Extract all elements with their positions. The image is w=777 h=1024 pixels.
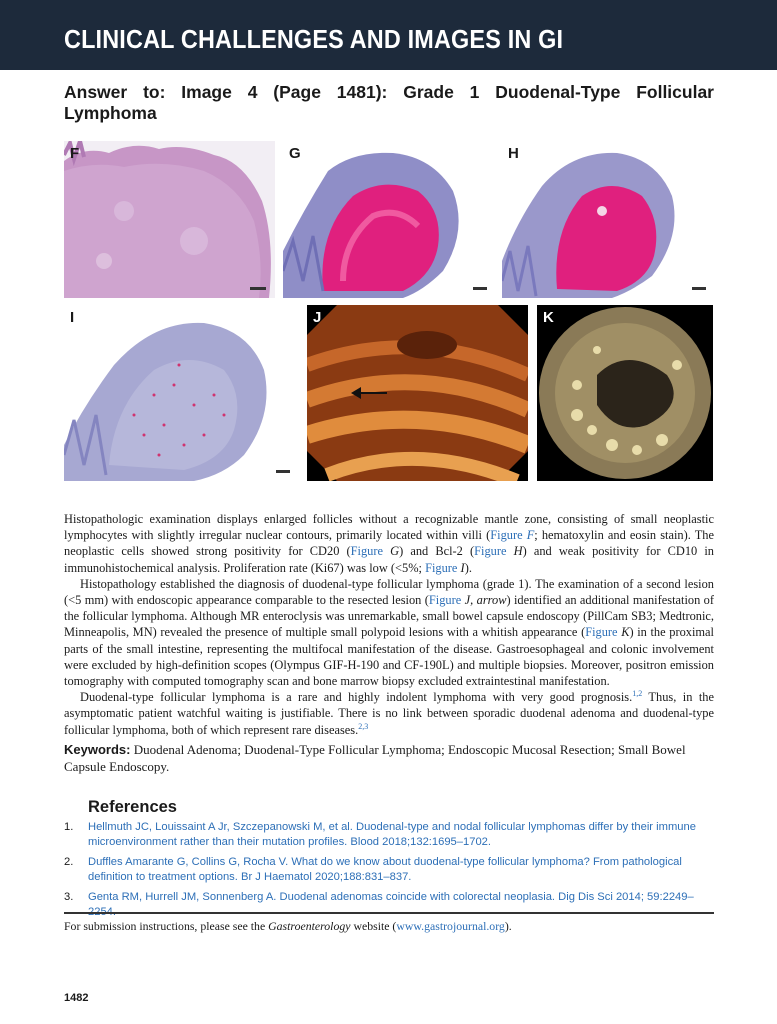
- figure-link[interactable]: Figure: [350, 544, 383, 559]
- reference-item: [64, 855, 714, 884]
- figure-link[interactable]: Figure: [585, 625, 618, 640]
- journal-website-link[interactable]: www.gastrojournal.org: [396, 919, 505, 933]
- panel-label-j: J: [313, 309, 322, 326]
- figure-panel-h: [502, 141, 713, 298]
- article-body: [64, 511, 714, 738]
- reference-item: [64, 820, 714, 849]
- keywords: [64, 741, 714, 775]
- reference-link[interactable]: Duffles Amarante G, Collins G, Rocha V. What do we know about duodenal-type follicular lymphoma? From pathological definition to treatment options. Br J Haematol 2020;188:831–837.: [88, 856, 682, 883]
- he-stain-image: [64, 141, 275, 298]
- panel-label-i: I: [70, 309, 75, 326]
- panel-label-f: F: [70, 145, 80, 162]
- journal-name: Gastroenterology: [268, 919, 351, 933]
- ki67-stain-image: [64, 305, 297, 481]
- reference-number: 3.: [64, 891, 74, 903]
- figure-link[interactable]: Figure: [474, 544, 507, 559]
- submission-note: For submission instructions, please see the Gastroenterology website (www.gastrojournal.org).: [64, 919, 512, 933]
- figure-panel-j: [307, 305, 528, 481]
- panel-label-h: H: [508, 145, 519, 162]
- body-paragraph-1: Histopathologic examination displays enlarged follicles without a recognizable mantle zone, consisting of small neoplastic lymphocytes with slightly irregular nuclear contours, primarily located within villi (Figure F; hematoxylin and eosin stain). The neoplastic cells showed strong positivity for CD20 (Figure G) and Bcl-2 (Figure H) and weak positivity for CD10 in immunohistochemical analysis. Proliferation rate (Ki67) was low (<5%; Figure I).: [64, 512, 714, 575]
- keywords-text: Duodenal Adenoma; Duodenal-Type Follicular Lymphoma; Endoscopic Mucosal Resection; Small Bowel Capsule Endoscopy.: [64, 742, 686, 774]
- body-paragraph-2: Histopathology established the diagnosis of duodenal-type follicular lymphoma (grade 1). The examination of a second lesion (<5 mm) with endoscopic appearance comparable to the resected lesion (Figure J, arrow) identified an additional manifestation of the follicular lymphoma. Although MR enteroclysis was unremarkable, small bowel capsule endoscopy (PillCam SB3; Medtronic, Minneapolis, MN) revealed the presence of multiple small polypoid lesions with a whitish appearance (Figure K) in the proximal parts of the small intestine, representing the multifocal manifestation of the disease. Gastroesophageal and colonic involvement were excluded by high-definition scopes (Olympus GIF-H-190 and CF-190L) and multiple biopsies. Moreover, positron emission tomography with computed tomography scan and bone marrow biopsy excluded extraintestinal manifestation.: [64, 576, 714, 689]
- reference-item: [64, 890, 714, 919]
- body-paragraph-3: Duodenal-type follicular lymphoma is a rare and highly indolent lymphoma with very good prognosis.$^{1,2}$ Thus, in the asymptomatic patient watchful waiting is justifiable. There is no link between sporadic duodenal adenoma and duodenal-type follicular lymphoma, both of which represent rare diseases.$^{2,3}$: [64, 689, 714, 737]
- footer-divider: [64, 912, 714, 914]
- figure-link[interactable]: Figure: [490, 528, 523, 543]
- citation-link[interactable]: 2,3: [358, 721, 369, 731]
- figure-panel-f: [64, 141, 275, 298]
- article-title-line2: Lymphoma: [64, 103, 157, 123]
- endoscopy-image: [307, 305, 528, 481]
- figure-link[interactable]: Figure: [428, 593, 462, 608]
- references-list: [64, 820, 714, 925]
- reference-number: 1.: [64, 821, 74, 833]
- cd20-stain-image: [283, 141, 493, 298]
- references-title: References: [88, 798, 177, 816]
- figure-panel-k: [537, 305, 713, 481]
- section-banner: [0, 0, 777, 70]
- article-title: [64, 82, 714, 124]
- figure-panel-g: [283, 141, 493, 298]
- page-number: 1482: [64, 992, 89, 1004]
- keywords-label: Keywords:: [64, 742, 131, 757]
- figure-link[interactable]: Figure: [425, 560, 458, 575]
- citation-link[interactable]: 1,2: [632, 689, 643, 699]
- section-title: CLINICAL CHALLENGES AND IMAGES IN GI: [64, 24, 564, 54]
- capsule-endoscopy-image: [537, 305, 713, 481]
- panel-label-k: K: [543, 309, 554, 326]
- reference-number: 2.: [64, 856, 74, 868]
- reference-link[interactable]: Hellmuth JC, Louissaint A Jr, Szczepanowski M, et al. Duodenal-type and nodal follicular lymphomas differ by their immune microenvironment rather than their mutation profiles. Blood 2018;132:1695–1702.: [88, 821, 696, 848]
- bcl2-stain-image: [502, 141, 713, 298]
- panel-label-g: G: [289, 145, 301, 162]
- figure-panel-i: [64, 305, 297, 481]
- reference-link[interactable]: Genta RM, Hurrell JM, Sonnenberg A. Duodenal adenomas coincide with colorectal neoplasia. Dig Dis Sci 2014; 59:2249–: [88, 891, 694, 903]
- article-title-line1: Answer to: Image 4 (Page 1481): Grade 1 Duodenal-Type Follicular: [64, 82, 714, 102]
